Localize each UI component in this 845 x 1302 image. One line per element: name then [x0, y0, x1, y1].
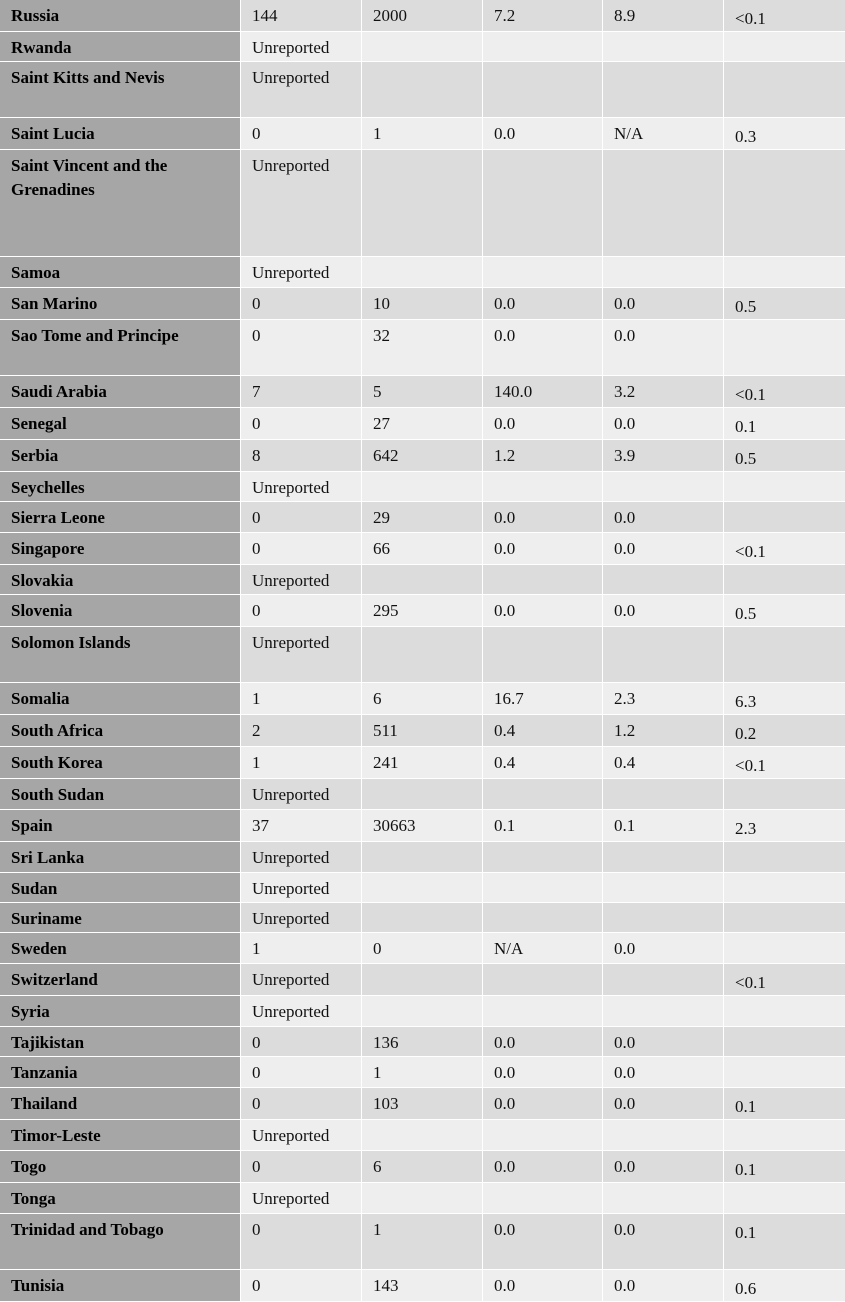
table-row	[0, 1183, 845, 1214]
value-cell-5	[724, 1027, 845, 1057]
table-row	[0, 964, 845, 996]
table-row	[0, 533, 845, 565]
value-cell-4: 0.0	[603, 320, 724, 376]
value-cell-5	[724, 1120, 845, 1151]
value-cell-5	[724, 1057, 845, 1088]
value-cell-2: 241	[362, 747, 483, 779]
value-cell-1: 1	[241, 683, 362, 715]
table-row	[0, 472, 845, 502]
value-cell-3: 0.0	[483, 502, 603, 533]
value-cell-2	[362, 873, 483, 903]
table-row	[0, 1088, 845, 1120]
value-cell-4: 8.9	[603, 0, 724, 32]
value-cell-3	[483, 964, 603, 996]
value-cell-5	[724, 779, 845, 810]
value-cell-3: 0.0	[483, 288, 603, 320]
value-cell-1: Unreported	[241, 150, 362, 257]
country-cell: Somalia	[0, 683, 241, 715]
value-cell-1: 0	[241, 502, 362, 533]
value-cell-4: 0.0	[603, 1027, 724, 1057]
value-cell-4	[603, 964, 724, 996]
value-cell-3	[483, 62, 603, 118]
value-cell-5	[724, 842, 845, 873]
value-cell-2: 6	[362, 683, 483, 715]
country-cell: Tajikistan	[0, 1027, 241, 1057]
country-cell: Timor-Leste	[0, 1120, 241, 1151]
value-cell-1: 37	[241, 810, 362, 842]
table-row	[0, 1270, 845, 1302]
country-cell: Tanzania	[0, 1057, 241, 1088]
table-row	[0, 842, 845, 873]
value-cell-3: 0.0	[483, 118, 603, 150]
country-cell: Togo	[0, 1151, 241, 1183]
value-cell-1: 0	[241, 595, 362, 627]
value-cell-1: Unreported	[241, 627, 362, 683]
country-cell: Thailand	[0, 1088, 241, 1120]
value-cell-5	[724, 472, 845, 502]
value-cell-5	[724, 150, 845, 257]
value-cell-3: 0.0	[483, 1214, 603, 1270]
value-cell-2	[362, 32, 483, 62]
country-cell: Sao Tome and Principe	[0, 320, 241, 376]
value-cell-3	[483, 32, 603, 62]
country-cell: San Marino	[0, 288, 241, 320]
value-cell-1: 0	[241, 1270, 362, 1302]
country-cell: Saint Kitts and Nevis	[0, 62, 241, 118]
value-cell-2: 5	[362, 376, 483, 408]
value-cell-3: 0.0	[483, 1057, 603, 1088]
value-cell-2: 2000	[362, 0, 483, 32]
value-cell-3	[483, 257, 603, 288]
table-row	[0, 1214, 845, 1270]
country-cell: South Africa	[0, 715, 241, 747]
value-cell-3	[483, 996, 603, 1027]
value-cell-3	[483, 842, 603, 873]
value-cell-1: 8	[241, 440, 362, 472]
value-cell-2: 136	[362, 1027, 483, 1057]
value-cell-5: 0.1	[724, 1151, 845, 1183]
value-cell-1: Unreported	[241, 1183, 362, 1214]
country-cell: Tunisia	[0, 1270, 241, 1302]
value-cell-2: 6	[362, 1151, 483, 1183]
value-cell-1: Unreported	[241, 1120, 362, 1151]
value-cell-2: 295	[362, 595, 483, 627]
value-cell-2: 642	[362, 440, 483, 472]
value-cell-3	[483, 1120, 603, 1151]
value-cell-3: 0.4	[483, 747, 603, 779]
table-row	[0, 810, 845, 842]
value-cell-4	[603, 1183, 724, 1214]
value-cell-5	[724, 903, 845, 933]
value-cell-4	[603, 996, 724, 1027]
country-cell: Senegal	[0, 408, 241, 440]
table-row	[0, 150, 845, 257]
value-cell-4: 0.0	[603, 502, 724, 533]
value-cell-4	[603, 565, 724, 595]
value-cell-5	[724, 320, 845, 376]
table-row	[0, 779, 845, 810]
country-cell: South Sudan	[0, 779, 241, 810]
table-row	[0, 32, 845, 62]
table-row	[0, 1151, 845, 1183]
value-cell-5: 0.5	[724, 595, 845, 627]
value-cell-4	[603, 257, 724, 288]
value-cell-3: 0.0	[483, 1088, 603, 1120]
country-cell: Trinidad and Tobago	[0, 1214, 241, 1270]
value-cell-5: <0.1	[724, 0, 845, 32]
value-cell-2	[362, 150, 483, 257]
country-cell: Slovenia	[0, 595, 241, 627]
value-cell-4: 0.0	[603, 1214, 724, 1270]
table-row	[0, 996, 845, 1027]
value-cell-4	[603, 627, 724, 683]
value-cell-5	[724, 32, 845, 62]
country-cell: Serbia	[0, 440, 241, 472]
table-row	[0, 933, 845, 964]
value-cell-4	[603, 150, 724, 257]
value-cell-5	[724, 565, 845, 595]
value-cell-4	[603, 873, 724, 903]
value-cell-4	[603, 62, 724, 118]
value-cell-1: 0	[241, 533, 362, 565]
value-cell-1: 0	[241, 320, 362, 376]
value-cell-1: 0	[241, 1151, 362, 1183]
value-cell-5: 2.3	[724, 810, 845, 842]
value-cell-1: 2	[241, 715, 362, 747]
value-cell-3: 0.1	[483, 810, 603, 842]
value-cell-4: 0.0	[603, 1151, 724, 1183]
value-cell-3: 140.0	[483, 376, 603, 408]
value-cell-2: 511	[362, 715, 483, 747]
country-cell: Solomon Islands	[0, 627, 241, 683]
value-cell-2: 29	[362, 502, 483, 533]
table-row	[0, 1057, 845, 1088]
table-row	[0, 747, 845, 779]
country-cell: Samoa	[0, 257, 241, 288]
value-cell-1: 144	[241, 0, 362, 32]
value-cell-4	[603, 32, 724, 62]
value-cell-2	[362, 903, 483, 933]
value-cell-2: 143	[362, 1270, 483, 1302]
table-row	[0, 627, 845, 683]
value-cell-5: 0.5	[724, 440, 845, 472]
value-cell-1: 0	[241, 1057, 362, 1088]
value-cell-2	[362, 257, 483, 288]
value-cell-4: 0.4	[603, 747, 724, 779]
value-cell-4	[603, 842, 724, 873]
value-cell-4: 0.0	[603, 288, 724, 320]
table-row	[0, 440, 845, 472]
value-cell-2	[362, 964, 483, 996]
value-cell-1: Unreported	[241, 32, 362, 62]
table-row	[0, 320, 845, 376]
value-cell-4: 1.2	[603, 715, 724, 747]
value-cell-4: 0.0	[603, 1088, 724, 1120]
value-cell-1: 0	[241, 1027, 362, 1057]
value-cell-2: 66	[362, 533, 483, 565]
value-cell-1: 0	[241, 408, 362, 440]
country-cell: Saudi Arabia	[0, 376, 241, 408]
value-cell-4	[603, 472, 724, 502]
value-cell-5	[724, 873, 845, 903]
table-row	[0, 408, 845, 440]
value-cell-1: Unreported	[241, 842, 362, 873]
country-cell: South Korea	[0, 747, 241, 779]
value-cell-5: 0.1	[724, 1088, 845, 1120]
value-cell-4: 0.0	[603, 1270, 724, 1302]
value-cell-3	[483, 472, 603, 502]
value-cell-3	[483, 779, 603, 810]
value-cell-3: N/A	[483, 933, 603, 964]
value-cell-1: Unreported	[241, 257, 362, 288]
value-cell-3	[483, 873, 603, 903]
table-row	[0, 1120, 845, 1151]
value-cell-5: 0.3	[724, 118, 845, 150]
value-cell-2	[362, 779, 483, 810]
country-cell: Slovakia	[0, 565, 241, 595]
value-cell-5: 6.3	[724, 683, 845, 715]
value-cell-4: 3.2	[603, 376, 724, 408]
value-cell-1: 0	[241, 1088, 362, 1120]
value-cell-3: 1.2	[483, 440, 603, 472]
table-row	[0, 376, 845, 408]
value-cell-4: 0.0	[603, 533, 724, 565]
value-cell-3	[483, 565, 603, 595]
value-cell-5: 0.6	[724, 1270, 845, 1302]
country-cell: Seychelles	[0, 472, 241, 502]
value-cell-1: Unreported	[241, 996, 362, 1027]
table-row	[0, 118, 845, 150]
value-cell-2: 1	[362, 118, 483, 150]
country-cell: Sweden	[0, 933, 241, 964]
value-cell-2	[362, 842, 483, 873]
value-cell-3	[483, 150, 603, 257]
value-cell-5: 0.2	[724, 715, 845, 747]
value-cell-3: 16.7	[483, 683, 603, 715]
value-cell-5	[724, 257, 845, 288]
value-cell-4: 0.0	[603, 1057, 724, 1088]
table-row	[0, 873, 845, 903]
value-cell-1: Unreported	[241, 873, 362, 903]
value-cell-2: 32	[362, 320, 483, 376]
value-cell-2: 0	[362, 933, 483, 964]
value-cell-3: 0.0	[483, 320, 603, 376]
country-cell: Sri Lanka	[0, 842, 241, 873]
value-cell-1: Unreported	[241, 62, 362, 118]
value-cell-5: 0.5	[724, 288, 845, 320]
value-cell-5: <0.1	[724, 747, 845, 779]
table-row	[0, 0, 845, 32]
value-cell-2: 10	[362, 288, 483, 320]
table-row	[0, 257, 845, 288]
value-cell-2: 1	[362, 1214, 483, 1270]
value-cell-1: Unreported	[241, 779, 362, 810]
country-cell: Saint Vincent and the Grenadines	[0, 150, 241, 257]
value-cell-1: 7	[241, 376, 362, 408]
table-row	[0, 683, 845, 715]
value-cell-1: Unreported	[241, 903, 362, 933]
value-cell-2	[362, 472, 483, 502]
country-cell: Saint Lucia	[0, 118, 241, 150]
value-cell-3	[483, 903, 603, 933]
value-cell-4: 2.3	[603, 683, 724, 715]
value-cell-1: 0	[241, 288, 362, 320]
value-cell-1: 0	[241, 118, 362, 150]
value-cell-3: 0.0	[483, 408, 603, 440]
country-cell: Spain	[0, 810, 241, 842]
country-cell: Tonga	[0, 1183, 241, 1214]
value-cell-2	[362, 565, 483, 595]
country-cell: Suriname	[0, 903, 241, 933]
country-cell: Syria	[0, 996, 241, 1027]
value-cell-5: 0.1	[724, 408, 845, 440]
value-cell-5	[724, 1183, 845, 1214]
value-cell-2	[362, 1120, 483, 1151]
value-cell-1: 0	[241, 1214, 362, 1270]
value-cell-4: 0.0	[603, 933, 724, 964]
table-row	[0, 288, 845, 320]
value-cell-5: 0.1	[724, 1214, 845, 1270]
value-cell-5	[724, 502, 845, 533]
value-cell-2	[362, 1183, 483, 1214]
value-cell-4: 0.0	[603, 408, 724, 440]
value-cell-1: 1	[241, 933, 362, 964]
country-cell: Sudan	[0, 873, 241, 903]
value-cell-3: 0.0	[483, 1270, 603, 1302]
value-cell-3	[483, 1183, 603, 1214]
country-cell: Sierra Leone	[0, 502, 241, 533]
value-cell-3	[483, 627, 603, 683]
value-cell-5	[724, 62, 845, 118]
table-row	[0, 595, 845, 627]
value-cell-5	[724, 933, 845, 964]
country-cell: Russia	[0, 0, 241, 32]
value-cell-1: Unreported	[241, 472, 362, 502]
value-cell-3: 0.4	[483, 715, 603, 747]
country-cell: Singapore	[0, 533, 241, 565]
table-row	[0, 502, 845, 533]
value-cell-4: 3.9	[603, 440, 724, 472]
value-cell-4	[603, 1120, 724, 1151]
value-cell-5: <0.1	[724, 964, 845, 996]
country-cell: Switzerland	[0, 964, 241, 996]
value-cell-4	[603, 779, 724, 810]
value-cell-1: Unreported	[241, 565, 362, 595]
value-cell-3: 0.0	[483, 533, 603, 565]
value-cell-5	[724, 996, 845, 1027]
value-cell-4: N/A	[603, 118, 724, 150]
value-cell-2	[362, 996, 483, 1027]
value-cell-4: 0.1	[603, 810, 724, 842]
value-cell-2	[362, 627, 483, 683]
value-cell-5: <0.1	[724, 533, 845, 565]
value-cell-2: 103	[362, 1088, 483, 1120]
value-cell-3: 0.0	[483, 1151, 603, 1183]
table-row	[0, 62, 845, 118]
table-row	[0, 903, 845, 933]
value-cell-3: 0.0	[483, 595, 603, 627]
value-cell-2: 27	[362, 408, 483, 440]
table-row	[0, 565, 845, 595]
value-cell-3: 7.2	[483, 0, 603, 32]
value-cell-4: 0.0	[603, 595, 724, 627]
value-cell-5	[724, 627, 845, 683]
value-cell-5: <0.1	[724, 376, 845, 408]
value-cell-2: 30663	[362, 810, 483, 842]
table-row	[0, 1027, 845, 1057]
value-cell-2	[362, 62, 483, 118]
value-cell-1: Unreported	[241, 964, 362, 996]
value-cell-3: 0.0	[483, 1027, 603, 1057]
value-cell-4	[603, 903, 724, 933]
value-cell-2: 1	[362, 1057, 483, 1088]
table-row	[0, 715, 845, 747]
country-cell: Rwanda	[0, 32, 241, 62]
value-cell-1: 1	[241, 747, 362, 779]
